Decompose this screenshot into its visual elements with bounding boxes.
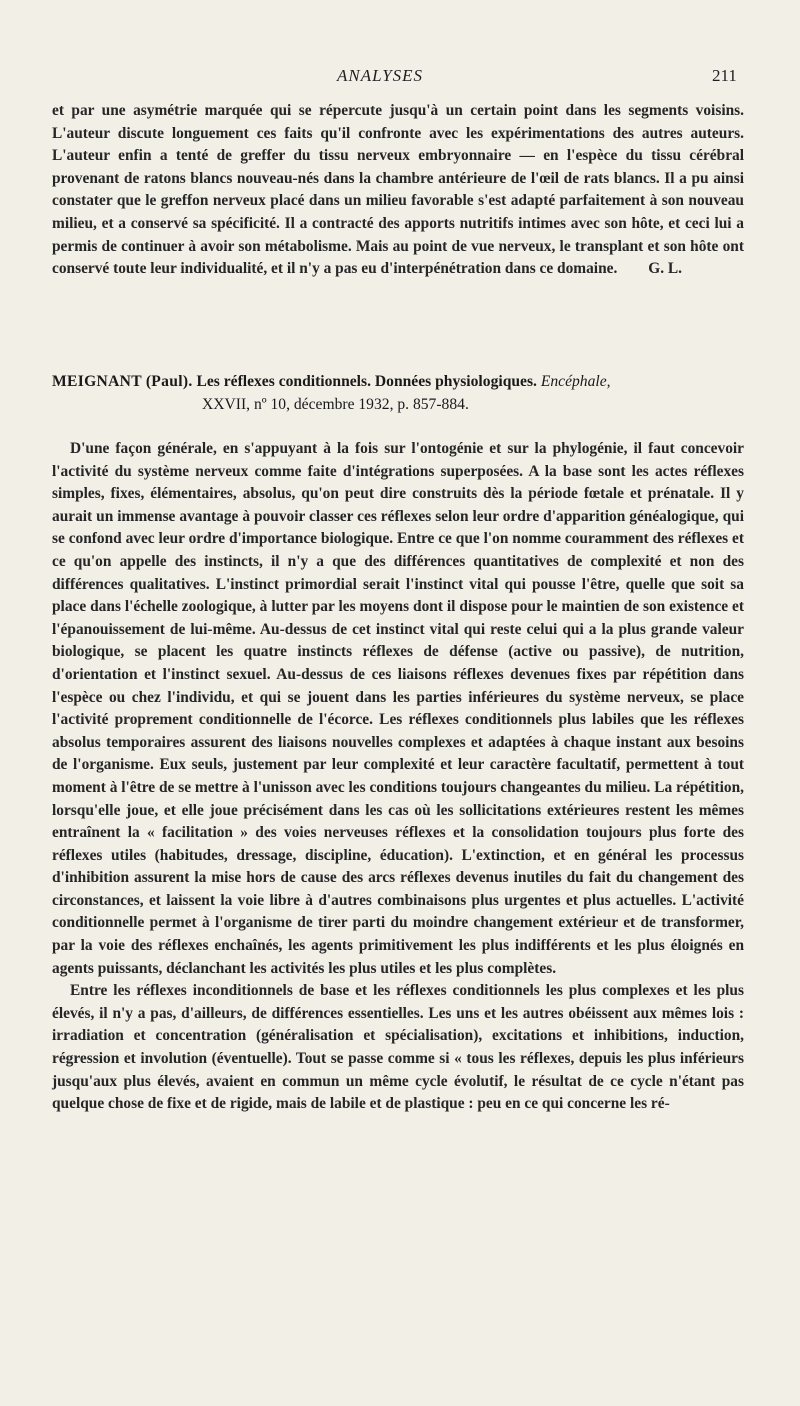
review-title: Les réflexes conditionnels. Données physiologiques.: [196, 373, 537, 390]
review-journal: Encéphale,: [540, 373, 611, 390]
running-head: [0, 66, 800, 90]
review-body: [52, 438, 744, 1116]
running-title: ANALYSES: [337, 66, 424, 85]
review-reference-line: [52, 393, 744, 416]
review-heading: [52, 370, 744, 416]
page-number: 211: [712, 66, 737, 85]
review-paragraph: Entre les réflexes inconditionnels de base et les réflexes conditionnels les plus complexes et les plus élevés, il n'y a pas, d'ailleurs, de différences essentielles. Les uns et les autres obéissent aux mêmes lois : irradiation et concentration (généralisation et spécialisation), excitations et inhibitions, induction, régression et involution (éventuelle). Tout se passe comme si « tous les réflexes, depuis les plus inférieurs jusqu'aux plus élevés, avaient en commun un même cycle évolutif, le résultat de ce cycle n'étant pas quelque chose de fixe et de rigide, mais de labile et de plastique : peu en ce qui concerne les ré-: [52, 982, 744, 1113]
previous-review-end: [52, 100, 744, 281]
previous-review-paragraph: et par une asymétrie marquée qui se répercute jusqu'à un certain point dans les segments voisins. L'auteur discute longuement ces faits qu'il confronte avec les expérimentations des autres auteurs. L'auteur enfin a tenté de greffer du tissu nerveux embryonnaire — en l'espèce du tissu cérébral provenant de ratons blancs nouveau-nés dans la chambre antérieure de l'œil de rats blancs. Il a pu ainsi constater que le greffon nerveux placé dans un milieu favorable s'est adapté parfaitement à son nouveau milieu, et a conservé sa spécificité. Il a contracté des apports nutritifs intimes avec son hôte, et ceci lui a permis de continuer à avoir son métabolisme. Mais au point de vue nerveux, le transplant et son hôte ont conservé toute leur individualité, et il n'y a pas eu d'interpénétration dans ce domaine.: [52, 102, 744, 278]
review-reference: XXVII, nº 10, décembre 1932, p. 857-884.: [202, 396, 469, 413]
review-author: MEIGNANT (Paul).: [52, 373, 193, 390]
reviewer-initials: G. L.: [648, 260, 682, 278]
review-paragraph: D'une façon générale, en s'appuyant à la fois sur l'ontogénie et sur la phylogénie, il faut concevoir l'activité du système nerveux comme faite d'intégrations superposées. A la base sont les actes réflexes simples, fixes, élémentaires, absolus, qu'on peut dire construits dès la période fœtale et prénatale. Il y aurait un immense avantage à pouvoir classer ces réflexes selon leur ordre d'apparition généalogique, qui se confond avec leur ordre d'importance biologique. Entre ce que l'on nomme couramment des réflexes et ce qu'on appelle des instincts, il n'y a que des différences quantitatives de complexité et non des différences qualitatives. L'instinct primordial serait l'instinct vital qui pousse l'être, quelle que soit sa place dans l'échelle zoologique, à lutter par les moyens dont il dispose pour le maintien de son existence et l'épanouissement de lui-même. Au-dessus de cet instinct vital qui reste celui qui a la plus grande valeur biologique, se placent les quatre instincts réflexes de défense (active ou passive), de nutrition, d'orientation et l'instinct sexuel. Au-dessus de ces liaisons réflexes devenues fixes par répétition dans l'espèce ou chez l'individu, et qui se jouent dans les parties inférieures du système nerveux, se place l'activité proprement conditionnelle de l'écorce. Les réflexes conditionnels plus labiles que les réflexes absolus temporaires assurent des liaisons nouvelles complexes et adaptées à chaque instant aux besoins de l'organisme. Eux seuls, justement par leur complexité et leur caractère facultatif, permettent à tout moment à l'être de se mettre à l'unisson avec les conditions toujours changeantes du milieu. La répétition, lorsqu'elle joue, et elle joue précisément dans les cas où les sollicitations extérieures restent les mêmes entraînent la « facilitation » des voies nerveuses réflexes et la consolidation toujours plus forte des réflexes utiles (habitudes, dressage, discipline, éducation). L'extinction, et en général les processus d'inhibition assurent la mise hors de cause des arcs réflexes devenus inutiles du fait du changement des circonstances, et laissent la voie libre à d'autres combinaisons plus urgentes et plus actuelles. L'activité conditionnelle permet à l'organisme de tirer parti du moindre changement extérieur et de transformer, par la voie des réflexes enchaînés, les agents primitivement les plus indifférents et les plus éloignés en agents puissants, déclanchant les activités les plus utiles et les plus complètes.: [52, 440, 744, 977]
